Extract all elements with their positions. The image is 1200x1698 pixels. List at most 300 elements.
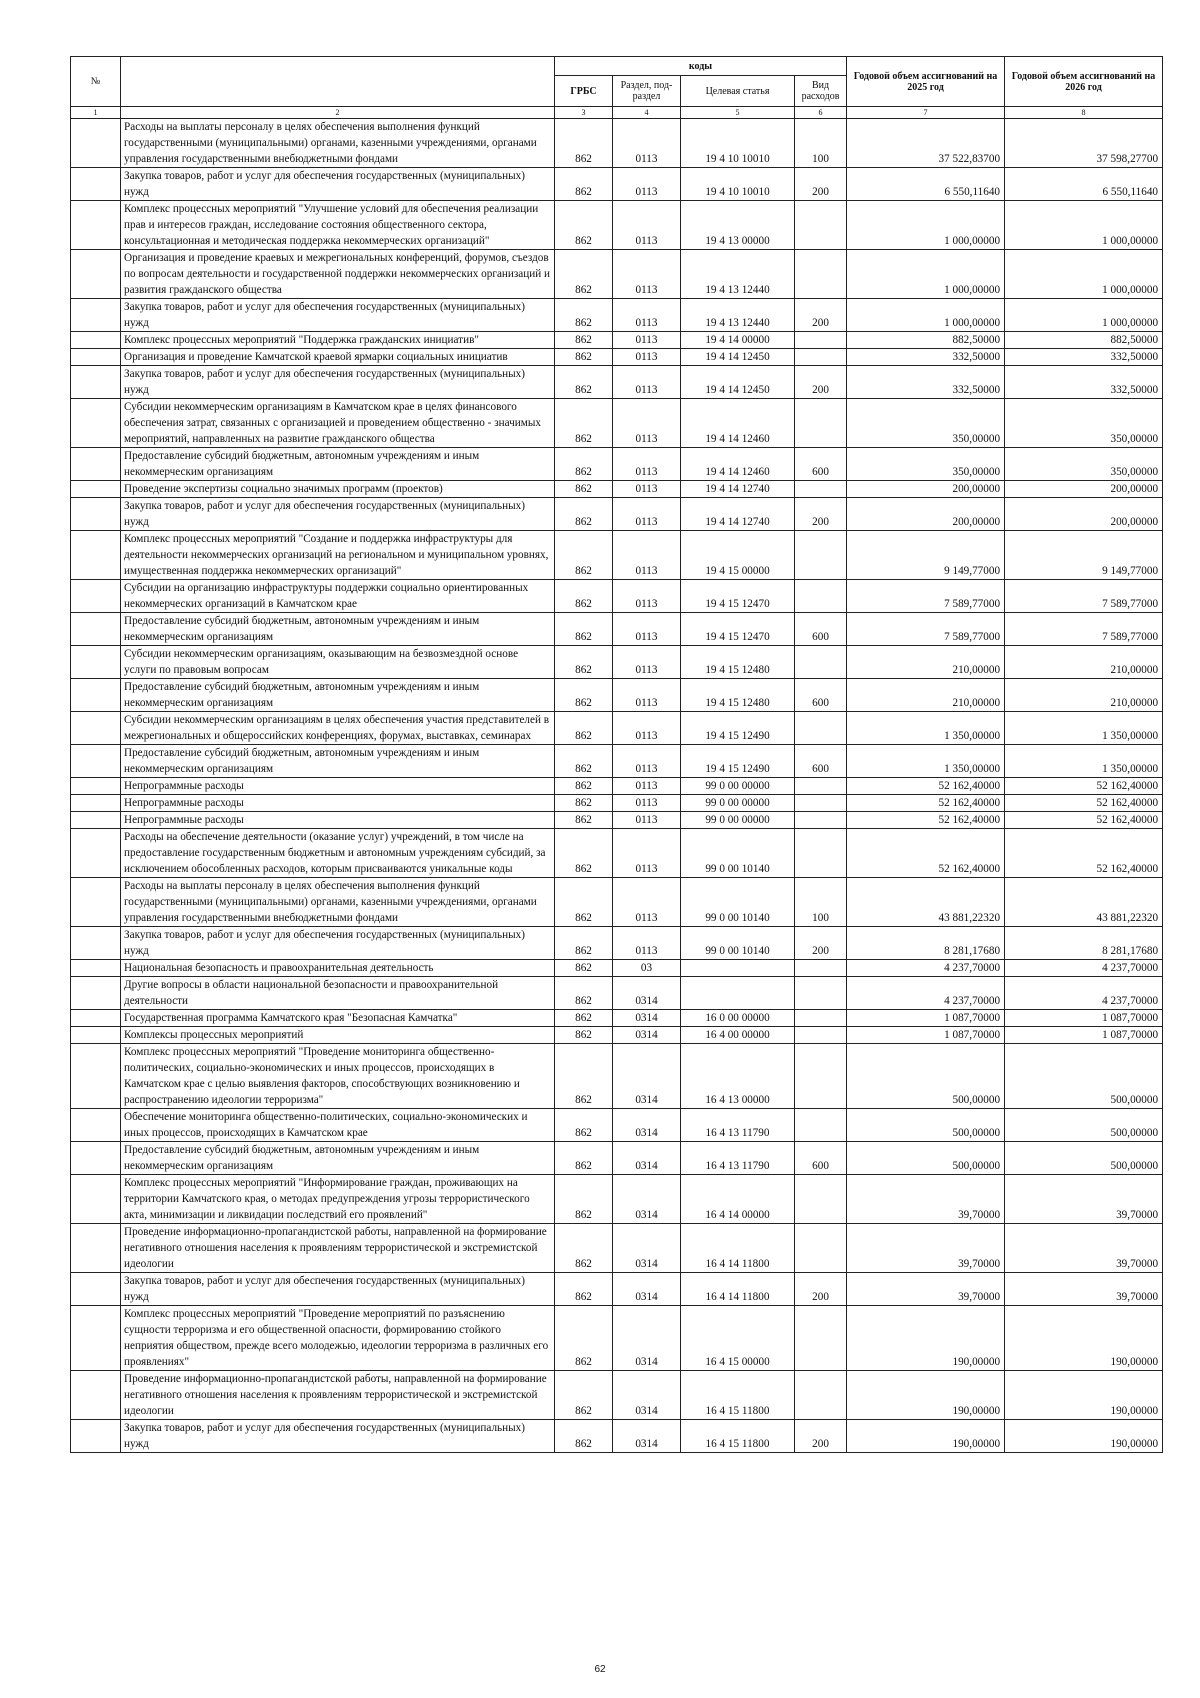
cell-target: 19 4 15 12470 — [681, 580, 795, 613]
cell-grbs: 862 — [555, 250, 613, 299]
cell-y2026: 350,00000 — [1005, 399, 1163, 448]
table-row — [71, 481, 1163, 498]
cell-y2025: 7 589,77000 — [847, 580, 1005, 613]
cell-razdel: 0113 — [613, 927, 681, 960]
table-row — [71, 712, 1163, 745]
cell-vid — [795, 812, 847, 829]
cell-vid — [795, 1010, 847, 1027]
table-row — [71, 580, 1163, 613]
cell-num — [71, 1420, 121, 1453]
header-y2025: Годовой объем ассигнований на 2025 год — [847, 57, 1005, 107]
cell-name: Комплекс процессных мероприятий "Создание и поддержка инфраструктуры для деятельности некоммерческих организаций на региональном и муниципальном уровнях, имущественная поддержка некоммерческих организаций" — [121, 531, 555, 580]
cell-grbs: 862 — [555, 1306, 613, 1371]
cell-num — [71, 1224, 121, 1273]
cell-num — [71, 250, 121, 299]
cell-num — [71, 399, 121, 448]
col-index-6: 6 — [795, 107, 847, 119]
cell-num — [71, 1044, 121, 1109]
table-row — [71, 119, 1163, 168]
cell-target: 16 4 13 11790 — [681, 1109, 795, 1142]
cell-y2025: 332,50000 — [847, 366, 1005, 399]
cell-name: Субсидии некоммерческим организациям, оказывающим на безвозмездной основе услуги по правовым вопросам — [121, 646, 555, 679]
cell-vid: 200 — [795, 1273, 847, 1306]
cell-y2025: 39,70000 — [847, 1224, 1005, 1273]
cell-y2025: 332,50000 — [847, 349, 1005, 366]
cell-grbs: 862 — [555, 332, 613, 349]
table-row — [71, 679, 1163, 712]
cell-grbs: 862 — [555, 1371, 613, 1420]
cell-y2026: 43 881,22320 — [1005, 878, 1163, 927]
cell-razdel: 0113 — [613, 119, 681, 168]
cell-name: Организация и проведение Камчатской краевой ярмарки социальных инициатив — [121, 349, 555, 366]
cell-grbs: 862 — [555, 498, 613, 531]
cell-razdel: 0113 — [613, 812, 681, 829]
cell-name: Закупка товаров, работ и услуг для обеспечения государственных (муниципальных) нужд — [121, 366, 555, 399]
cell-name: Предоставление субсидий бюджетным, автономным учреждениям и иным некоммерческим организациям — [121, 679, 555, 712]
cell-y2025: 500,00000 — [847, 1109, 1005, 1142]
cell-razdel: 0113 — [613, 878, 681, 927]
cell-y2025: 43 881,22320 — [847, 878, 1005, 927]
cell-vid: 200 — [795, 366, 847, 399]
cell-num — [71, 927, 121, 960]
cell-target: 16 4 14 11800 — [681, 1224, 795, 1273]
cell-target: 16 4 14 11800 — [681, 1273, 795, 1306]
table-row — [71, 498, 1163, 531]
cell-target: 16 4 00 00000 — [681, 1027, 795, 1044]
cell-target: 16 4 13 00000 — [681, 1044, 795, 1109]
table-row — [71, 977, 1163, 1010]
col-index-7: 7 — [847, 107, 1005, 119]
cell-grbs: 862 — [555, 778, 613, 795]
cell-vid — [795, 1175, 847, 1224]
cell-vid — [795, 778, 847, 795]
cell-vid — [795, 977, 847, 1010]
cell-target: 19 4 15 12470 — [681, 613, 795, 646]
cell-name: Комплекс процессных мероприятий "Проведение мониторинга общественно-политических, социально-экономических и иных процессов, происходящих в Камчатском крае с целью выявления факторов, способствующих возникновению и распространению идеологии терроризма" — [121, 1044, 555, 1109]
cell-target: 19 4 14 12460 — [681, 448, 795, 481]
cell-razdel: 0113 — [613, 778, 681, 795]
cell-grbs: 862 — [555, 1109, 613, 1142]
cell-y2025: 9 149,77000 — [847, 531, 1005, 580]
cell-y2026: 190,00000 — [1005, 1420, 1163, 1453]
cell-y2025: 52 162,40000 — [847, 829, 1005, 878]
cell-y2026: 190,00000 — [1005, 1306, 1163, 1371]
table-row — [71, 299, 1163, 332]
cell-vid — [795, 580, 847, 613]
cell-y2025: 4 237,70000 — [847, 977, 1005, 1010]
header-razdel: Раздел, под-раздел — [613, 76, 681, 107]
table-row — [71, 1175, 1163, 1224]
table-row — [71, 878, 1163, 927]
cell-y2025: 350,00000 — [847, 448, 1005, 481]
cell-y2025: 500,00000 — [847, 1142, 1005, 1175]
cell-name: Государственная программа Камчатского края "Безопасная Камчатка" — [121, 1010, 555, 1027]
cell-y2026: 8 281,17680 — [1005, 927, 1163, 960]
cell-target: 19 4 15 12490 — [681, 712, 795, 745]
cell-y2026: 1 000,00000 — [1005, 250, 1163, 299]
cell-y2025: 1 000,00000 — [847, 250, 1005, 299]
cell-y2026: 1 350,00000 — [1005, 712, 1163, 745]
cell-target: 19 4 13 12440 — [681, 250, 795, 299]
cell-vid: 200 — [795, 1420, 847, 1453]
cell-vid: 600 — [795, 448, 847, 481]
cell-grbs: 862 — [555, 646, 613, 679]
col-index-2: 2 — [121, 107, 555, 119]
cell-name: Непрограммные расходы — [121, 795, 555, 812]
cell-num — [71, 679, 121, 712]
cell-vid — [795, 960, 847, 977]
cell-razdel: 03 — [613, 960, 681, 977]
col-index-8: 8 — [1005, 107, 1163, 119]
cell-y2026: 210,00000 — [1005, 679, 1163, 712]
cell-y2026: 200,00000 — [1005, 498, 1163, 531]
cell-y2025: 190,00000 — [847, 1371, 1005, 1420]
cell-grbs: 862 — [555, 1010, 613, 1027]
cell-y2026: 1 000,00000 — [1005, 201, 1163, 250]
cell-razdel: 0314 — [613, 1027, 681, 1044]
cell-y2025: 1 000,00000 — [847, 299, 1005, 332]
cell-y2025: 39,70000 — [847, 1175, 1005, 1224]
cell-num — [71, 1273, 121, 1306]
cell-y2025: 1 000,00000 — [847, 201, 1005, 250]
cell-vid — [795, 1306, 847, 1371]
cell-vid — [795, 829, 847, 878]
cell-num — [71, 829, 121, 878]
cell-grbs: 862 — [555, 349, 613, 366]
cell-target: 16 4 15 00000 — [681, 1306, 795, 1371]
cell-y2026: 39,70000 — [1005, 1224, 1163, 1273]
cell-y2025: 350,00000 — [847, 399, 1005, 448]
cell-grbs: 862 — [555, 399, 613, 448]
cell-y2026: 39,70000 — [1005, 1175, 1163, 1224]
col-index-3: 3 — [555, 107, 613, 119]
cell-target: 16 0 00 00000 — [681, 1010, 795, 1027]
cell-y2025: 1 350,00000 — [847, 745, 1005, 778]
cell-name: Другие вопросы в области национальной безопасности и правоохранительной деятельности — [121, 977, 555, 1010]
cell-razdel: 0113 — [613, 250, 681, 299]
table-row — [71, 332, 1163, 349]
cell-razdel: 0113 — [613, 201, 681, 250]
cell-razdel: 0113 — [613, 399, 681, 448]
cell-y2026: 500,00000 — [1005, 1109, 1163, 1142]
cell-name: Субсидии некоммерческим организациям в целях обеспечения участия представителей в межрегиональных и общероссийских конференциях, форумах, выставках, семинарах — [121, 712, 555, 745]
cell-name: Закупка товаров, работ и услуг для обеспечения государственных (муниципальных) нужд — [121, 299, 555, 332]
cell-y2026: 37 598,27700 — [1005, 119, 1163, 168]
cell-y2026: 4 237,70000 — [1005, 977, 1163, 1010]
cell-razdel: 0113 — [613, 366, 681, 399]
cell-razdel: 0113 — [613, 646, 681, 679]
cell-vid — [795, 531, 847, 580]
header-name-blank — [121, 57, 555, 107]
cell-vid: 200 — [795, 299, 847, 332]
cell-num — [71, 299, 121, 332]
cell-vid: 200 — [795, 498, 847, 531]
table-row — [71, 1306, 1163, 1371]
cell-razdel: 0314 — [613, 977, 681, 1010]
cell-num — [71, 712, 121, 745]
cell-name: Расходы на выплаты персоналу в целях обеспечения выполнения функций государственными (муниципальными) органами, казенными учреждениями, органами управления государственными внебюджетными фондами — [121, 878, 555, 927]
cell-target: 19 4 15 12480 — [681, 646, 795, 679]
cell-target: 16 4 15 11800 — [681, 1371, 795, 1420]
cell-y2026: 52 162,40000 — [1005, 778, 1163, 795]
cell-grbs: 862 — [555, 531, 613, 580]
table-row — [71, 399, 1163, 448]
cell-name: Комплексы процессных мероприятий — [121, 1027, 555, 1044]
cell-y2025: 500,00000 — [847, 1044, 1005, 1109]
cell-vid — [795, 349, 847, 366]
header-y2026: Годовой объем ассигнований на 2026 год — [1005, 57, 1163, 107]
table-header — [71, 57, 1163, 119]
cell-y2025: 1 087,70000 — [847, 1027, 1005, 1044]
table-row — [71, 613, 1163, 646]
cell-grbs: 862 — [555, 812, 613, 829]
cell-razdel: 0113 — [613, 679, 681, 712]
cell-y2025: 52 162,40000 — [847, 795, 1005, 812]
cell-razdel: 0113 — [613, 299, 681, 332]
cell-y2026: 1 087,70000 — [1005, 1027, 1163, 1044]
cell-razdel: 0113 — [613, 745, 681, 778]
cell-target: 19 4 13 12440 — [681, 299, 795, 332]
cell-razdel: 0314 — [613, 1224, 681, 1273]
cell-name: Субсидии на организацию инфраструктуры поддержки социально ориентированных некоммерческих организаций в Камчатском крае — [121, 580, 555, 613]
cell-y2025: 190,00000 — [847, 1420, 1005, 1453]
cell-target: 99 0 00 10140 — [681, 829, 795, 878]
cell-name: Непрограммные расходы — [121, 812, 555, 829]
cell-vid — [795, 1044, 847, 1109]
cell-razdel: 0314 — [613, 1044, 681, 1109]
cell-grbs: 862 — [555, 1273, 613, 1306]
cell-num — [71, 977, 121, 1010]
table-row — [71, 531, 1163, 580]
cell-vid — [795, 399, 847, 448]
cell-target: 16 4 15 11800 — [681, 1420, 795, 1453]
cell-y2025: 200,00000 — [847, 481, 1005, 498]
cell-grbs: 862 — [555, 1420, 613, 1453]
header-target: Целевая статья — [681, 76, 795, 107]
cell-name: Комплекс процессных мероприятий "Проведение мероприятий по разъяснению сущности терроризма и его общественной опасности, формированию стойкого неприятия обществом, прежде всего молодежью, идеологии терроризма в различных его проявлениях" — [121, 1306, 555, 1371]
cell-vid — [795, 1371, 847, 1420]
cell-razdel: 0113 — [613, 712, 681, 745]
document-page — [70, 56, 1162, 1453]
cell-y2026: 350,00000 — [1005, 448, 1163, 481]
table-row — [71, 1010, 1163, 1027]
cell-y2025: 200,00000 — [847, 498, 1005, 531]
table-row — [71, 960, 1163, 977]
cell-target: 19 4 14 12460 — [681, 399, 795, 448]
cell-y2025: 7 589,77000 — [847, 613, 1005, 646]
cell-grbs: 862 — [555, 1224, 613, 1273]
cell-name: Закупка товаров, работ и услуг для обеспечения государственных (муниципальных) нужд — [121, 927, 555, 960]
cell-target: 19 4 10 10010 — [681, 119, 795, 168]
cell-num — [71, 481, 121, 498]
cell-target: 19 4 14 00000 — [681, 332, 795, 349]
cell-grbs: 862 — [555, 481, 613, 498]
cell-target: 99 0 00 10140 — [681, 878, 795, 927]
cell-y2025: 1 087,70000 — [847, 1010, 1005, 1027]
cell-vid — [795, 1224, 847, 1273]
cell-grbs: 862 — [555, 119, 613, 168]
cell-num — [71, 498, 121, 531]
cell-vid: 200 — [795, 168, 847, 201]
cell-name: Комплекс процессных мероприятий "Информирование граждан, проживающих на территории Камчатского края, о методах предупреждения угрозы террористического акта, минимизации и ликвидации последствий его проявлений" — [121, 1175, 555, 1224]
cell-vid — [795, 1109, 847, 1142]
cell-target: 19 4 15 12480 — [681, 679, 795, 712]
cell-razdel: 0113 — [613, 349, 681, 366]
cell-razdel: 0113 — [613, 168, 681, 201]
cell-num — [71, 960, 121, 977]
cell-target — [681, 977, 795, 1010]
cell-target: 16 4 14 00000 — [681, 1175, 795, 1224]
cell-num — [71, 366, 121, 399]
cell-num — [71, 531, 121, 580]
cell-name: Закупка товаров, работ и услуг для обеспечения государственных (муниципальных) нужд — [121, 498, 555, 531]
cell-y2026: 7 589,77000 — [1005, 580, 1163, 613]
cell-name: Предоставление субсидий бюджетным, автономным учреждениям и иным некоммерческим организациям — [121, 1142, 555, 1175]
cell-num — [71, 580, 121, 613]
cell-num — [71, 778, 121, 795]
cell-num — [71, 1306, 121, 1371]
cell-vid — [795, 250, 847, 299]
cell-name: Проведение информационно-пропагандистской работы, направленной на формирование негативного отношения населения к проявлениям террористической и экстремистской идеологии — [121, 1371, 555, 1420]
cell-y2026: 500,00000 — [1005, 1142, 1163, 1175]
table-row — [71, 448, 1163, 481]
table-row — [71, 1420, 1163, 1453]
cell-name: Предоставление субсидий бюджетным, автономным учреждениям и иным некоммерческим организациям — [121, 448, 555, 481]
table-row — [71, 168, 1163, 201]
cell-name: Закупка товаров, работ и услуг для обеспечения государственных (муниципальных) нужд — [121, 1273, 555, 1306]
table-row — [71, 1371, 1163, 1420]
cell-y2026: 52 162,40000 — [1005, 795, 1163, 812]
cell-num — [71, 1010, 121, 1027]
cell-target: 19 4 14 12450 — [681, 366, 795, 399]
cell-name: Предоставление субсидий бюджетным, автономным учреждениям и иным некоммерческим организациям — [121, 613, 555, 646]
cell-grbs: 862 — [555, 712, 613, 745]
cell-y2026: 882,50000 — [1005, 332, 1163, 349]
cell-num — [71, 1371, 121, 1420]
cell-grbs: 862 — [555, 1142, 613, 1175]
cell-name: Проведение информационно-пропагандистской работы, направленной на формирование негативного отношения населения к проявлениям террористической и экстремистской идеологии — [121, 1224, 555, 1273]
cell-num — [71, 201, 121, 250]
cell-razdel: 0314 — [613, 1420, 681, 1453]
cell-target: 19 4 14 12740 — [681, 498, 795, 531]
cell-y2026: 39,70000 — [1005, 1273, 1163, 1306]
cell-num — [71, 795, 121, 812]
cell-y2026: 7 589,77000 — [1005, 613, 1163, 646]
cell-num — [71, 349, 121, 366]
cell-razdel: 0314 — [613, 1273, 681, 1306]
table-row — [71, 349, 1163, 366]
cell-y2025: 52 162,40000 — [847, 812, 1005, 829]
cell-vid — [795, 795, 847, 812]
cell-num — [71, 448, 121, 481]
cell-y2026: 332,50000 — [1005, 366, 1163, 399]
cell-vid — [795, 712, 847, 745]
cell-name: Обеспечение мониторинга общественно-политических, социально-экономических и иных процессов, происходящих в Камчатском крае — [121, 1109, 555, 1142]
table-row — [71, 829, 1163, 878]
header-codes: коды — [555, 57, 847, 76]
cell-y2026: 1 350,00000 — [1005, 745, 1163, 778]
cell-target — [681, 960, 795, 977]
cell-razdel: 0314 — [613, 1175, 681, 1224]
cell-target: 16 4 13 11790 — [681, 1142, 795, 1175]
table-row — [71, 812, 1163, 829]
cell-target: 99 0 00 00000 — [681, 778, 795, 795]
table-row — [71, 1109, 1163, 1142]
cell-razdel: 0113 — [613, 481, 681, 498]
cell-grbs: 862 — [555, 878, 613, 927]
cell-y2025: 4 237,70000 — [847, 960, 1005, 977]
cell-razdel: 0314 — [613, 1109, 681, 1142]
cell-grbs: 862 — [555, 580, 613, 613]
cell-name: Расходы на выплаты персоналу в целях обеспечения выполнения функций государственными (муниципальными) органами, казенными учреждениями, органами управления государственными внебюджетными фондами — [121, 119, 555, 168]
cell-num — [71, 812, 121, 829]
cell-y2025: 210,00000 — [847, 679, 1005, 712]
cell-razdel: 0113 — [613, 829, 681, 878]
cell-grbs: 862 — [555, 1175, 613, 1224]
cell-vid: 600 — [795, 745, 847, 778]
cell-y2025: 882,50000 — [847, 332, 1005, 349]
cell-vid: 600 — [795, 613, 847, 646]
cell-y2026: 9 149,77000 — [1005, 531, 1163, 580]
cell-y2025: 37 522,83700 — [847, 119, 1005, 168]
cell-grbs: 862 — [555, 960, 613, 977]
cell-razdel: 0113 — [613, 531, 681, 580]
cell-grbs: 862 — [555, 448, 613, 481]
cell-name: Закупка товаров, работ и услуг для обеспечения государственных (муниципальных) нужд — [121, 1420, 555, 1453]
col-index-4: 4 — [613, 107, 681, 119]
cell-num — [71, 119, 121, 168]
cell-grbs: 862 — [555, 1027, 613, 1044]
cell-y2026: 4 237,70000 — [1005, 960, 1163, 977]
cell-y2025: 210,00000 — [847, 646, 1005, 679]
cell-target: 99 0 00 00000 — [681, 795, 795, 812]
table-row — [71, 201, 1163, 250]
cell-y2026: 1 087,70000 — [1005, 1010, 1163, 1027]
cell-name: Комплекс процессных мероприятий "Поддержка гражданских инициатив" — [121, 332, 555, 349]
cell-y2025: 52 162,40000 — [847, 778, 1005, 795]
cell-grbs: 862 — [555, 829, 613, 878]
table-body — [71, 119, 1163, 1453]
cell-y2026: 332,50000 — [1005, 349, 1163, 366]
table-row — [71, 250, 1163, 299]
header-num: № — [71, 57, 121, 107]
cell-grbs: 862 — [555, 679, 613, 712]
cell-target: 99 0 00 10140 — [681, 927, 795, 960]
page-number: 62 — [594, 1664, 606, 1675]
table-row — [71, 1142, 1163, 1175]
cell-grbs: 862 — [555, 201, 613, 250]
cell-razdel: 0113 — [613, 332, 681, 349]
cell-target: 19 4 13 00000 — [681, 201, 795, 250]
cell-num — [71, 878, 121, 927]
cell-y2025: 190,00000 — [847, 1306, 1005, 1371]
cell-razdel: 0113 — [613, 795, 681, 812]
cell-target: 19 4 10 10010 — [681, 168, 795, 201]
cell-vid — [795, 646, 847, 679]
cell-vid: 600 — [795, 1142, 847, 1175]
cell-vid: 100 — [795, 878, 847, 927]
cell-target: 19 4 14 12450 — [681, 349, 795, 366]
cell-grbs: 862 — [555, 613, 613, 646]
cell-grbs: 862 — [555, 745, 613, 778]
cell-vid: 100 — [795, 119, 847, 168]
cell-grbs: 862 — [555, 299, 613, 332]
cell-num — [71, 745, 121, 778]
cell-razdel: 0113 — [613, 580, 681, 613]
cell-y2026: 1 000,00000 — [1005, 299, 1163, 332]
cell-y2025: 6 550,11640 — [847, 168, 1005, 201]
cell-razdel: 0314 — [613, 1371, 681, 1420]
